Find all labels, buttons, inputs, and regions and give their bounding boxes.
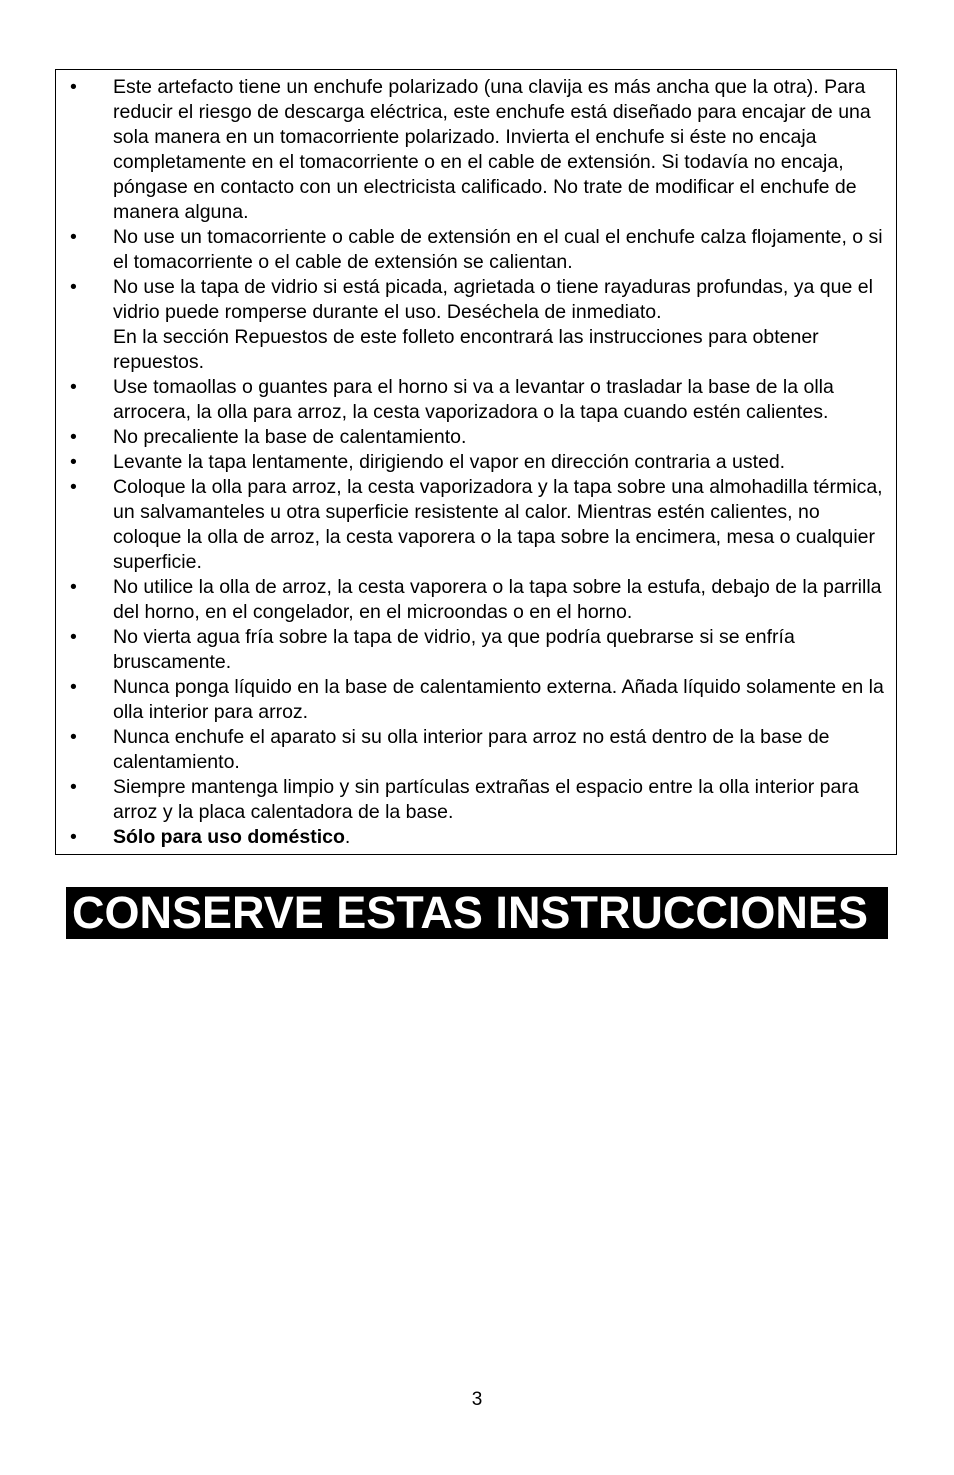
bullet-icon: • <box>70 576 77 598</box>
list-item-text: Nunca enchufe el aparato si su olla interior para arroz no está dentro de la base de calentamiento. <box>113 726 830 773</box>
bullet-icon: • <box>70 376 77 398</box>
bullet-icon: • <box>70 726 77 748</box>
bullet-icon: • <box>70 676 77 698</box>
list-item <box>56 725 884 775</box>
bullet-icon: • <box>70 776 77 798</box>
list-item-text: Use tomaollas o guantes para el horno si va a levantar o trasladar la base de la olla arrocera, la olla para arroz, la cesta vaporizadora o la tapa cuando estén calientes. <box>113 376 834 423</box>
list-item <box>56 675 884 725</box>
list-item <box>56 425 884 450</box>
list-item-text: Nunca ponga líquido en la base de calentamiento externa. Añada líquido solamente en la olla interior para arroz. <box>113 676 884 723</box>
list-item <box>56 225 884 275</box>
list-item-text: No use la tapa de vidrio si está picada, agrietada o tiene rayaduras profundas, ya que el vidrio puede romperse durante el uso. Deséchela de inmediato. <box>113 276 873 323</box>
save-instructions-banner: CONSERVE ESTAS INSTRUCCIONES <box>66 887 888 939</box>
list-item <box>56 625 884 675</box>
list-item-text: Levante la tapa lentamente, dirigiendo el vapor en dirección contraria a usted. <box>113 451 786 473</box>
list-item-text: No precaliente la base de calentamiento. <box>113 426 467 448</box>
list-item-household-use <box>56 825 884 850</box>
bullet-icon: • <box>70 426 77 448</box>
bullet-icon: • <box>70 626 77 648</box>
bullet-icon: • <box>70 226 77 248</box>
list-item <box>56 375 884 425</box>
list-item <box>56 475 884 575</box>
list-item-text: Siempre mantenga limpio y sin partículas extrañas el espacio entre la olla interior para arroz y la placa calentadora de la base. <box>113 776 859 823</box>
bullet-icon: • <box>70 276 77 298</box>
page-number: 3 <box>471 1389 483 1410</box>
list-item <box>56 575 884 625</box>
bullet-icon: • <box>70 826 77 848</box>
bullet-icon: • <box>70 76 77 98</box>
bullet-icon: • <box>70 476 77 498</box>
bullet-icon: • <box>70 451 77 473</box>
list-item-text: Coloque la olla para arroz, la cesta vaporizadora y la tapa sobre una almohadilla térmica, un salvamanteles u otra superficie resistente al calor. Mientras estén calientes, no coloque la olla de arroz, la cesta vaporera o la tapa sobre la encimera, mesa o cualquier superficie. <box>113 476 883 573</box>
list-item-text: No use un tomacorriente o cable de extensión en el cual el enchufe calza flojamente, o si el tomacorriente o el cable de extensión se calientan. <box>113 226 883 273</box>
list-item-text: No vierta agua fría sobre la tapa de vidrio, ya que podría quebrarse si se enfría bruscamente. <box>113 626 795 673</box>
list-item <box>56 275 884 375</box>
household-use-text: Sólo para uso doméstico <box>113 826 345 848</box>
list-item <box>56 450 884 475</box>
safety-bullet-list <box>56 75 884 850</box>
list-item-text: Este artefacto tiene un enchufe polarizado (una clavija es más ancha que la otra). Para reducir el riesgo de descarga eléctrica, este enchufe está diseñado para encajar de una sola manera en un tomacorriente polarizado. Invierta el enchufe si éste no encaja completamente en el tomacorriente o en el cable de extensión. Si todavía no encaja, póngase en contacto con un electricista calificado. No trate de modificar el enchufe de manera alguna. <box>113 76 871 223</box>
safety-instructions-box <box>55 69 897 855</box>
list-item-text: No utilice la olla de arroz, la cesta vaporera o la tapa sobre la estufa, debajo de la parrilla del horno, en el congelador, en el microondas o en el horno. <box>113 576 882 623</box>
list-item-note: En la sección Repuestos de este folleto encontrará las instrucciones para obtener repuestos. <box>113 326 819 373</box>
list-item <box>56 75 884 225</box>
list-item <box>56 775 884 825</box>
household-use-period: . <box>344 826 351 848</box>
